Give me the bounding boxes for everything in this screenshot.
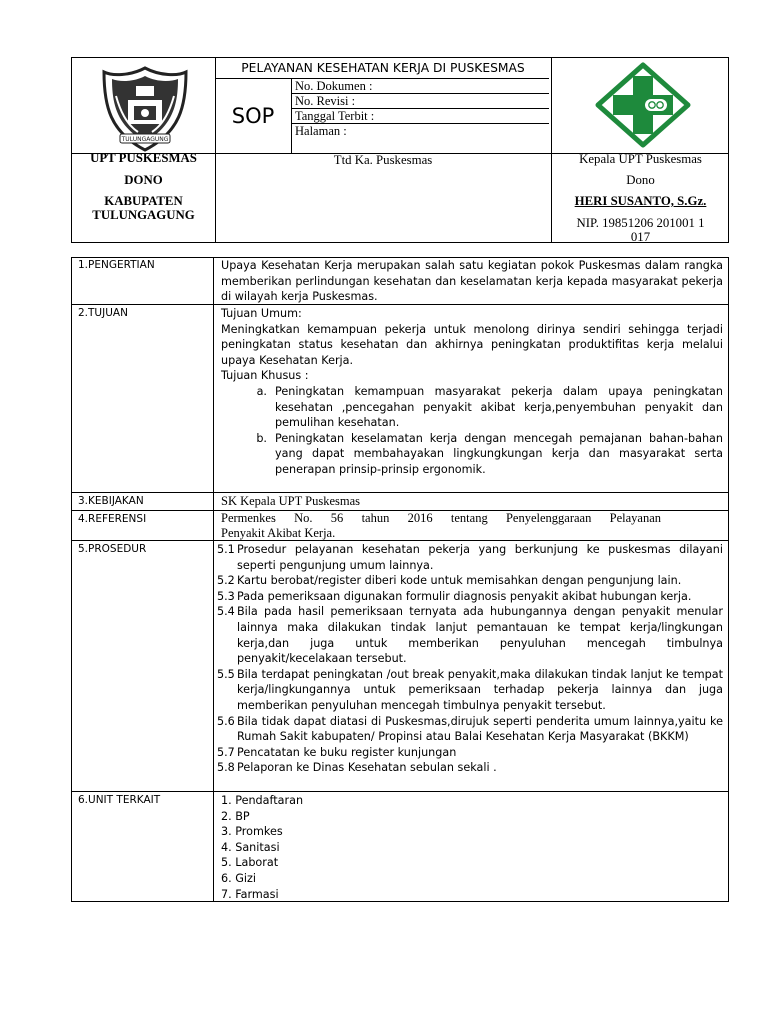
list-text: Kartu berobat/register diberi kode untuk memisahkan dengan pengunjung lain. (237, 574, 682, 588)
document-header (71, 57, 729, 243)
list-item (217, 714, 723, 745)
document-title: PELAYANAN KESEHATAN KERJA DI PUSKESMAS (241, 61, 525, 75)
list-number: 5.5 (217, 667, 235, 681)
header-divider (291, 78, 292, 153)
puskesmas-logo (595, 62, 691, 148)
list-text: Bila terdapat peningkatan /out break penyakit,maka dilakukan tindak lanjut ke tempat kerja/lingkungannya untuk pemeriksaan terhadap pekerja lainnya dan juga memberikan penyuluhan mencegah timbulnya penyakit tersebut. (237, 667, 723, 712)
list-number: 5.6 (217, 714, 235, 728)
list-number: 5.4 (217, 605, 235, 619)
list-item (221, 384, 723, 431)
head-title-line2: Dono (626, 173, 655, 187)
puskesmas-logo-cell (551, 58, 730, 153)
meta-revision: No. Revisi : (295, 94, 356, 108)
section-label-unit-terkait: 6.UNIT TERKAIT (78, 794, 161, 806)
head-nip-line2: 017 (630, 230, 651, 244)
head-title-line1: Kepala UPT Puskesmas (579, 152, 702, 166)
row-divider (72, 791, 728, 792)
list-item: 5. Laborat (221, 856, 279, 870)
head-nip-line1: NIP. 19851206 201001 1 (576, 216, 705, 230)
list-number: 5.8 (217, 761, 235, 775)
list-text: Peningkatan keselamatan kerja dengan mencegah pemajanan bahan-bahan yang dapat membahayakan lingkungkungan kerja dan masyarakat serta penerapan prinsip-prinsip ergonomik. (275, 431, 723, 476)
list-marker: b. (256, 431, 267, 445)
org-region-line2: TULUNGAGUNG (92, 208, 195, 222)
list-item (221, 431, 723, 478)
list-text: Pelaporan ke Dinas Kesehatan sebulan sekali . (237, 761, 497, 775)
list-item: 1. Pendaftaran (221, 794, 304, 807)
list-number: 5.7 (217, 745, 235, 759)
list-item (217, 745, 723, 761)
section-label-prosedur: 5.PROSEDUR (78, 543, 147, 555)
list-number: 5.2 (217, 574, 235, 588)
section-label-kebijakan: 3.KEBIJAKAN (78, 495, 144, 507)
list-number: 5.1 (217, 543, 235, 556)
tujuan-content (221, 306, 723, 478)
emblem-caption: TULUNGAGUNG (121, 136, 169, 143)
list-text: Bila pada hasil pemeriksaan ternyata ada hubungannya dengan penyakit menular lainnya maka dilakukan tindak lanjut pemantauan ke tempat kerja/lingkungan kerja,dan juga untuk memberikan penyuluhan mencegah timbulnya penyakit/kecelakaan tersebut. (237, 605, 723, 666)
row-divider (72, 492, 728, 493)
column-divider (213, 258, 214, 901)
list-text: Pada pemeriksaan digunakan formulir diagnosis penyakit akibat hubungan kerja. (237, 589, 692, 603)
list-item (217, 604, 723, 666)
sop-label: SOP (231, 104, 275, 128)
list-item: 4. Sanitasi (221, 840, 280, 854)
list-text: Pencatatan ke buku register kunjungan (237, 745, 457, 759)
pengertian-text: Upaya Kesehatan Kerja merupakan salah satu kegiatan pokok Puskesmas dalam rangka memberikan perlindungan kesehatan dan keselamatan kerja kepada masyarakat pekerja di wilayah kerja Puskesmas. (221, 259, 723, 304)
list-text: Prosedur pelayanan kesehatan pekerja yang berkunjung ke puskesmas dilayani seperti pengunjung umum lainnya. (237, 543, 723, 572)
meta-document-number: No. Dokumen : (295, 79, 373, 93)
signature-label: Ttd Ka. Puskesmas (333, 153, 433, 167)
list-number: 5.3 (217, 589, 235, 603)
prosedur-list (217, 542, 723, 776)
sop-body-table (71, 257, 729, 902)
list-item: 6. Gizi (221, 871, 256, 885)
tujuan-khusus-title: Tujuan Khusus : (221, 369, 309, 383)
tujuan-umum-text: Meningkatkan kemampuan pekerja untuk menolong dirinya sendiri sehingga terjadi peningkatan status kesehatan dan akhirnya peningkatan produktifitas kerja melalui upaya Kesehatan Kerja. (221, 322, 723, 367)
list-item (217, 667, 723, 714)
list-item (217, 760, 723, 776)
list-item (217, 573, 723, 589)
list-text: Peningkatan kemampuan masyarakat pekerja dalam upaya peningkatan kesehatan ,pencegahan penyakit akibat kerja,penyembuhan penyakit dan pemulihan kesehatan. (275, 384, 723, 430)
list-item: 2. BP (221, 809, 250, 823)
org-region-line1: KABUPATEN (104, 194, 183, 208)
org-name-line1: UPT PUSKESMAS (90, 151, 197, 165)
tujuan-umum-title: Tujuan Umum: (221, 307, 302, 320)
referensi-line1: Permenkes No. 56 tahun 2016 tentang Penyelenggaraan Pelayanan (221, 511, 661, 525)
section-label-referensi: 4.REFERENSI (78, 513, 147, 525)
list-item: 7. Farmasi (221, 887, 279, 901)
list-marker: a. (256, 384, 267, 398)
meta-issue-date: Tanggal Terbit : (295, 109, 375, 123)
org-name-line2: DONO (124, 173, 163, 187)
list-item (217, 589, 723, 605)
section-label-pengertian: 1.PENGERTIAN (78, 259, 155, 271)
section-label-tujuan: 2.TUJUAN (78, 307, 128, 319)
tulungagung-emblem-logo (98, 66, 192, 154)
referensi-line2: Penyakit Akibat Kerja. (221, 526, 336, 540)
kebijakan-text: SK Kepala UPT Puskesmas (221, 494, 361, 508)
meta-page: Halaman : (295, 124, 347, 138)
unit-terkait-list (221, 793, 723, 902)
head-name: HERI SUSANTO, S.Gz. (574, 194, 707, 208)
list-item (217, 542, 723, 573)
list-item: 3. Promkes (221, 825, 283, 839)
list-text: Bila tidak dapat diatasi di Puskesmas,dirujuk seperti penderita umum lainnya,yaitu ke Rumah Sakit kabupaten/ Propinsi atau Balai Kesehatan Kerja Masyarakat (BKKM) (237, 714, 723, 744)
